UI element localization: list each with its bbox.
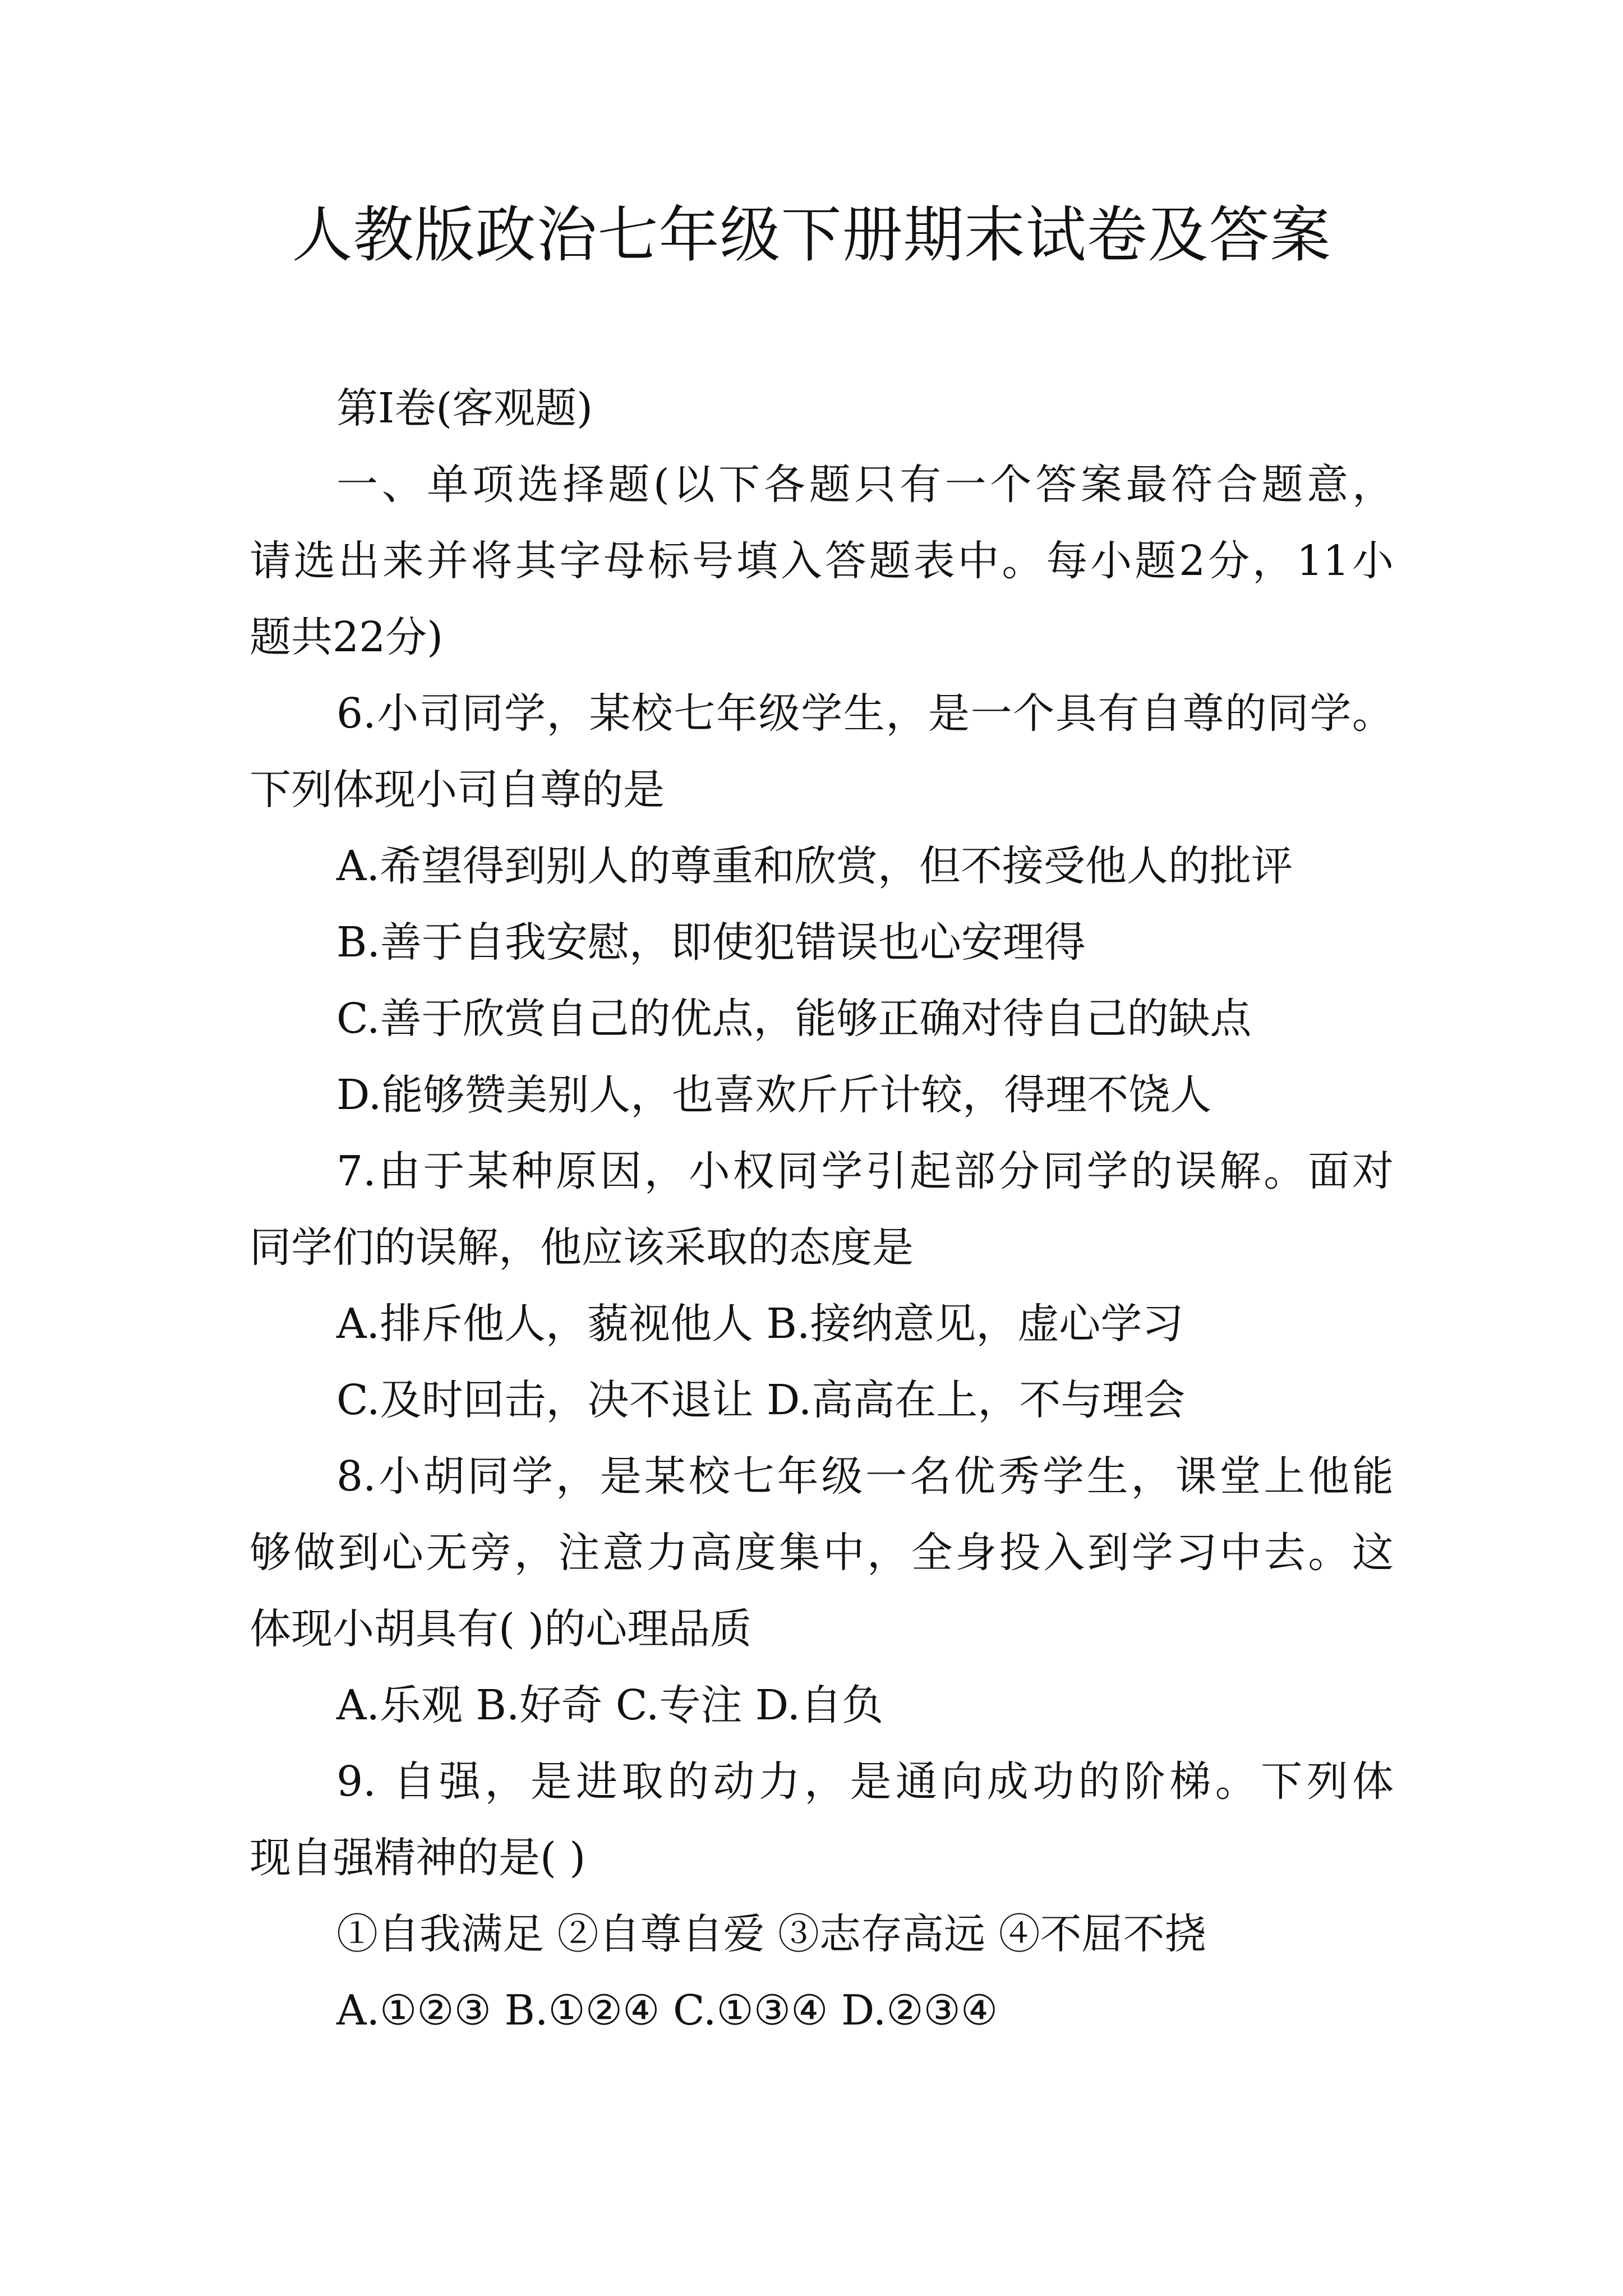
- question-8-stem-line-2: 够做到心无旁，注意力高度集中，全身投入到学习中去。这: [250, 1529, 1394, 1577]
- question-9-statements: ①自我满足 ②自尊自爱 ③志存高远 ④不屈不挠: [336, 1910, 1206, 1958]
- question-6-option-a: A.希望得到别人的尊重和欣赏，但不接受他人的批评: [336, 842, 1293, 890]
- question-9-stem-line-2: 现自强精神的是( ): [250, 1834, 586, 1882]
- document-title: 人教版政治七年级下册期末试卷及答案: [292, 200, 1331, 270]
- question-9-stem-line-1: 9. 自强，是进取的动力，是通向成功的阶梯。下列体: [336, 1757, 1394, 1806]
- question-7-options-ab: A.排斥他人，藐视他人 B.接纳意见，虚心学习: [336, 1300, 1184, 1348]
- question-7-options-cd: C.及时回击，决不退让 D.高高在上，不与理会: [336, 1376, 1186, 1424]
- section-heading: 第Ⅰ卷(客观题): [336, 384, 593, 432]
- question-8-stem-line-3: 体现小胡具有( )的心理品质: [250, 1605, 752, 1653]
- instructions-line-2: 请选出来并将其字母标号填入答题表中。每小题2分，11小: [250, 537, 1394, 585]
- question-9-options: A.①②③ B.①②④ C.①③④ D.②③④: [336, 1986, 998, 2035]
- question-6-option-d: D.能够赞美别人，也喜欢斤斤计较，得理不饶人: [336, 1071, 1212, 1119]
- question-7-stem-line-1: 7.由于某种原因，小权同学引起部分同学的误解。面对: [336, 1147, 1394, 1195]
- question-6-stem-line-2: 下列体现小司自尊的是: [250, 766, 665, 814]
- question-7-stem-line-2: 同学们的误解，他应该采取的态度是: [250, 1223, 914, 1272]
- question-8-options: A.乐观 B.好奇 C.专注 D.自负: [336, 1681, 884, 1729]
- question-6-option-b: B.善于自我安慰，即使犯错误也心安理得: [336, 918, 1086, 967]
- document-body: [250, 370, 1394, 2049]
- question-6-stem-line-1: 6.小司同学，某校七年级学生，是一个具有自尊的同学。: [336, 689, 1394, 738]
- question-8-stem-line-1: 8.小胡同学，是某校七年级一名优秀学生，课堂上他能: [336, 1452, 1394, 1501]
- instructions-line-1: 一、单项选择题(以下各题只有一个答案最符合题意，: [336, 461, 1394, 509]
- instructions-line-3: 题共22分): [250, 613, 444, 661]
- question-6-option-c: C.善于欣赏自己的优点，能够正确对待自己的缺点: [336, 995, 1252, 1043]
